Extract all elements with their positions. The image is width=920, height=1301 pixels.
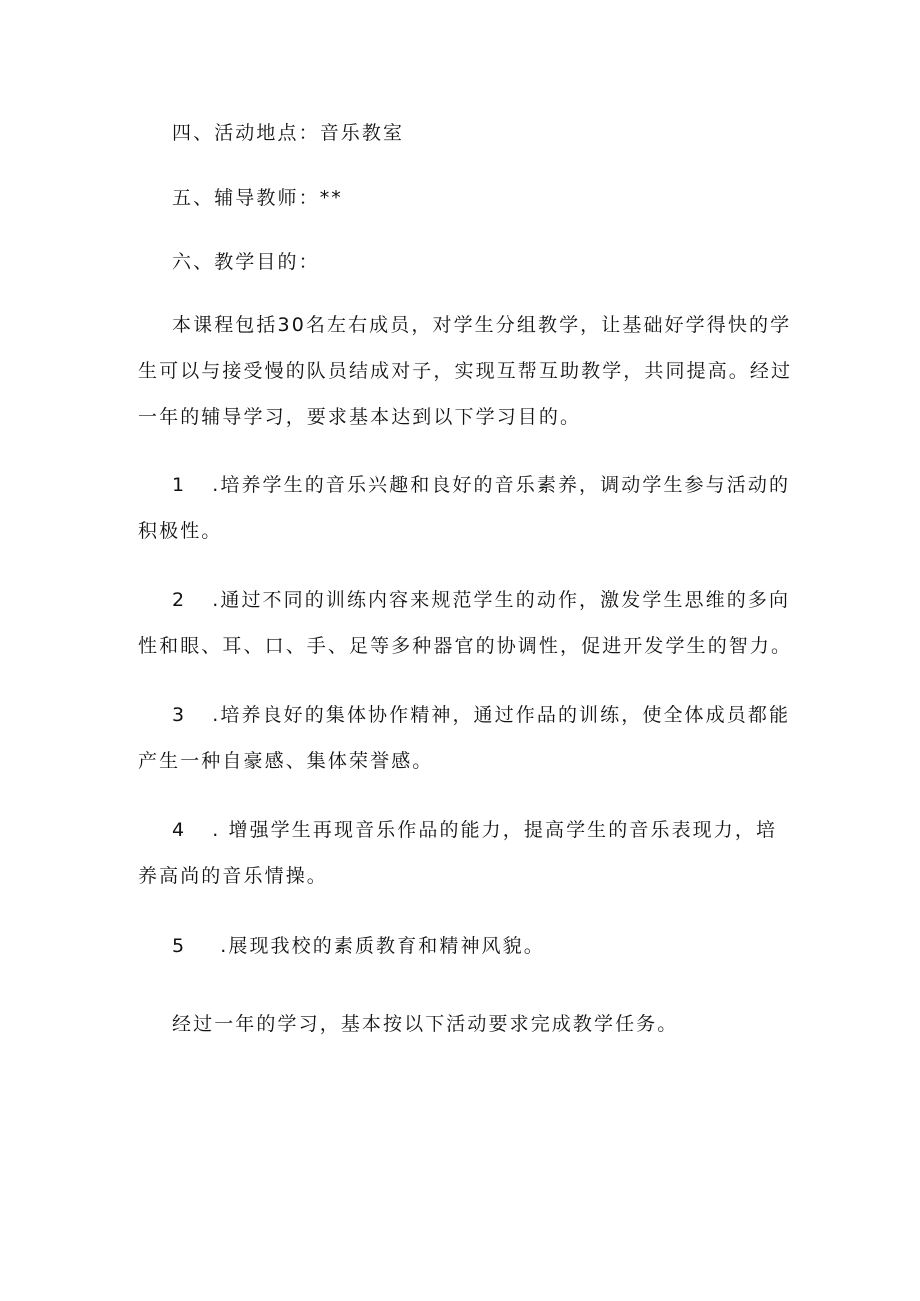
section-4-location: 四、活动地点：音乐教室 bbox=[172, 122, 405, 144]
goal-text: .展现我校的素质教育和精神风貌。 bbox=[220, 935, 545, 957]
section-6-heading: 六、教学目的： bbox=[172, 251, 320, 273]
goal-number: 2 bbox=[172, 589, 187, 611]
goal-number: 1 bbox=[172, 474, 187, 496]
goal-number: 3 bbox=[172, 704, 187, 726]
goal-text: .通过不同的训练内容来规范学生的动作，激发学生思维的多向性和眼、耳、口、手、足等多种器官的协调性，促进开发学生的智力。 bbox=[138, 589, 793, 657]
goal-number: 4 bbox=[172, 819, 187, 841]
goal-item-4 bbox=[138, 807, 798, 899]
closing-line: 经过一年的学习，基本按以下活动要求完成教学任务。 bbox=[172, 1013, 679, 1035]
goal-item-2 bbox=[138, 577, 798, 669]
goal-text: .培养学生的音乐兴趣和良好的音乐素养，调动学生参与活动的积极性。 bbox=[138, 474, 791, 542]
goal-item-5 bbox=[138, 923, 798, 969]
goal-item-1 bbox=[138, 462, 798, 554]
goal-item-3 bbox=[138, 692, 798, 784]
goal-text: .培养良好的集体协作精神，通过作品的训练，使全体成员都能产生一种自豪感、集体荣誉感。 bbox=[138, 704, 791, 772]
intro-paragraph: 本课程包括30名左右成员，对学生分组教学，让基础好学得快的学生可以与接受慢的队员结成对子，实现互帮互助教学，共同提高。经过一年的辅导学习，要求基本达到以下学习目的。 bbox=[138, 314, 793, 428]
section-5-teacher: 五、辅导教师：** bbox=[172, 187, 343, 209]
goal-number: 5 bbox=[172, 935, 187, 957]
goal-text: . 增强学生再现音乐作品的能力，提高学生的音乐表现力，培养高尚的音乐情操。 bbox=[138, 819, 778, 887]
